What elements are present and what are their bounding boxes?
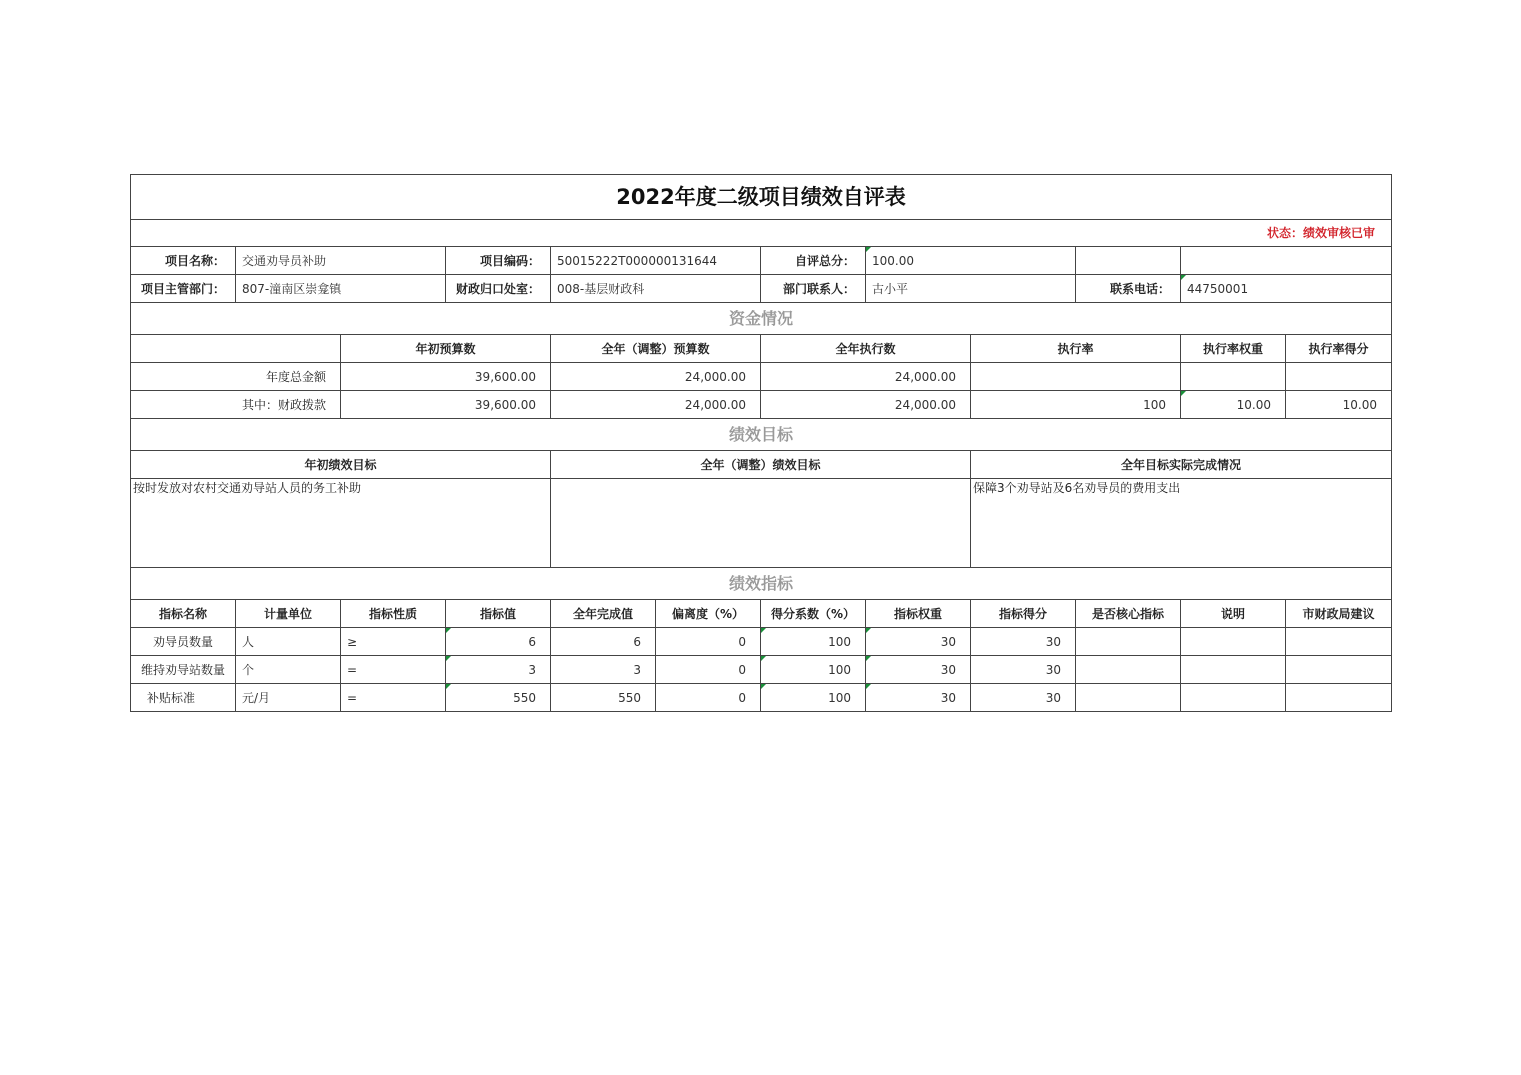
funds-header: 执行率权重 xyxy=(1181,335,1286,363)
indicator-score: 30 xyxy=(971,628,1076,656)
info-row-1 xyxy=(131,247,1392,275)
indicator-coefficient: 100 xyxy=(761,684,866,712)
goals-content-row xyxy=(131,479,1392,568)
funds-row xyxy=(131,391,1392,419)
funds-header-row xyxy=(131,335,1392,363)
funds-score xyxy=(1286,363,1392,391)
indicator-weight: 30 xyxy=(866,656,971,684)
self-score-value: 100.00 xyxy=(866,247,1076,275)
project-code-label: 项目编码： xyxy=(446,247,551,275)
indicator-header: 指标值 xyxy=(446,600,551,628)
indicator-target: 6 xyxy=(446,628,551,656)
indicator-header: 得分系数（%） xyxy=(761,600,866,628)
indicator-header: 指标权重 xyxy=(866,600,971,628)
goal-initial-text: 按时发放对农村交通劝导站人员的务工补助 xyxy=(131,479,551,568)
funds-header: 执行率 xyxy=(971,335,1181,363)
funds-weight xyxy=(1181,363,1286,391)
goal-actual-text: 保障3个劝导站及6名劝导员的费用支出 xyxy=(971,479,1392,568)
funds-row-label: 其中：财政拨款 xyxy=(131,391,341,419)
goals-header: 全年（调整）绩效目标 xyxy=(551,451,971,479)
indicator-header: 是否核心指标 xyxy=(1076,600,1181,628)
indicator-header: 计量单位 xyxy=(236,600,341,628)
indicator-header: 市财政局建议 xyxy=(1286,600,1392,628)
project-name-value: 交通劝导员补助 xyxy=(236,247,446,275)
evaluation-table xyxy=(130,174,1392,712)
indicator-target: 550 xyxy=(446,684,551,712)
funds-row-label: 年度总金额 xyxy=(131,363,341,391)
dept-value: 807-潼南区崇龛镇 xyxy=(236,275,446,303)
indicator-unit: 个 xyxy=(236,656,341,684)
indicator-score: 30 xyxy=(971,684,1076,712)
indicator-actual: 550 xyxy=(551,684,656,712)
indicator-core xyxy=(1076,684,1181,712)
indicator-core xyxy=(1076,656,1181,684)
indicator-advice xyxy=(1286,684,1392,712)
project-code-value: 50015222T000000131644 xyxy=(551,247,761,275)
funds-initial: 39,600.00 xyxy=(341,391,551,419)
indicator-header: 全年完成值 xyxy=(551,600,656,628)
info-row-2 xyxy=(131,275,1392,303)
goals-header: 年初绩效目标 xyxy=(131,451,551,479)
indicator-target: 3 xyxy=(446,656,551,684)
indicator-unit: 元/月 xyxy=(236,684,341,712)
indicator-nature: = xyxy=(341,656,446,684)
funds-initial: 39,600.00 xyxy=(341,363,551,391)
indicator-nature: = xyxy=(341,684,446,712)
indicator-advice xyxy=(1286,628,1392,656)
indicator-deviation: 0 xyxy=(656,656,761,684)
indicator-row xyxy=(131,628,1392,656)
funds-header: 全年（调整）预算数 xyxy=(551,335,761,363)
indicator-header: 指标性质 xyxy=(341,600,446,628)
evaluation-sheet xyxy=(130,174,1391,712)
indicator-note xyxy=(1181,656,1286,684)
page-title: 2022年度二级项目绩效自评表 xyxy=(131,175,1392,220)
dept-label: 项目主管部门： xyxy=(131,275,236,303)
indicators-header-row xyxy=(131,600,1392,628)
info-empty-cell xyxy=(1181,247,1392,275)
indicator-row xyxy=(131,684,1392,712)
funds-rate: 100 xyxy=(971,391,1181,419)
goal-adjusted-text xyxy=(551,479,971,568)
indicator-coefficient: 100 xyxy=(761,656,866,684)
indicator-name: 补贴标准 xyxy=(131,684,236,712)
indicator-header: 指标名称 xyxy=(131,600,236,628)
indicator-weight: 30 xyxy=(866,684,971,712)
indicator-coefficient: 100 xyxy=(761,628,866,656)
indicator-header: 指标得分 xyxy=(971,600,1076,628)
contact-label: 部门联系人： xyxy=(761,275,866,303)
funds-weight: 10.00 xyxy=(1181,391,1286,419)
indicator-core xyxy=(1076,628,1181,656)
funds-executed: 24,000.00 xyxy=(761,363,971,391)
goals-section-title: 绩效目标 xyxy=(131,419,1392,451)
funds-header xyxy=(131,335,341,363)
indicator-deviation: 0 xyxy=(656,684,761,712)
indicators-section-title: 绩效指标 xyxy=(131,568,1392,600)
funds-header: 执行率得分 xyxy=(1286,335,1392,363)
funds-executed: 24,000.00 xyxy=(761,391,971,419)
goals-header: 全年目标实际完成情况 xyxy=(971,451,1392,479)
indicator-actual: 3 xyxy=(551,656,656,684)
phone-label: 联系电话： xyxy=(1076,275,1181,303)
funds-row xyxy=(131,363,1392,391)
indicator-note xyxy=(1181,628,1286,656)
funds-header: 全年执行数 xyxy=(761,335,971,363)
indicator-row xyxy=(131,656,1392,684)
contact-value: 古小平 xyxy=(866,275,1076,303)
funds-adjusted: 24,000.00 xyxy=(551,363,761,391)
indicator-header: 说明 xyxy=(1181,600,1286,628)
indicator-deviation: 0 xyxy=(656,628,761,656)
office-value: 008-基层财政科 xyxy=(551,275,761,303)
indicator-name: 劝导员数量 xyxy=(131,628,236,656)
indicator-header: 偏离度（%） xyxy=(656,600,761,628)
funds-header: 年初预算数 xyxy=(341,335,551,363)
indicator-nature: ≥ xyxy=(341,628,446,656)
phone-value: 44750001 xyxy=(1181,275,1392,303)
goals-header-row xyxy=(131,451,1392,479)
funds-rate xyxy=(971,363,1181,391)
indicator-advice xyxy=(1286,656,1392,684)
status-text: 状态：绩效审核已审 xyxy=(131,220,1392,247)
project-name-label: 项目名称： xyxy=(131,247,236,275)
indicator-note xyxy=(1181,684,1286,712)
funds-adjusted: 24,000.00 xyxy=(551,391,761,419)
indicator-name: 维持劝导站数量 xyxy=(131,656,236,684)
indicator-weight: 30 xyxy=(866,628,971,656)
funds-score: 10.00 xyxy=(1286,391,1392,419)
indicator-score: 30 xyxy=(971,656,1076,684)
indicator-unit: 人 xyxy=(236,628,341,656)
info-empty-cell xyxy=(1076,247,1181,275)
office-label: 财政归口处室： xyxy=(446,275,551,303)
funds-section-title: 资金情况 xyxy=(131,303,1392,335)
indicator-actual: 6 xyxy=(551,628,656,656)
self-score-label: 自评总分： xyxy=(761,247,866,275)
